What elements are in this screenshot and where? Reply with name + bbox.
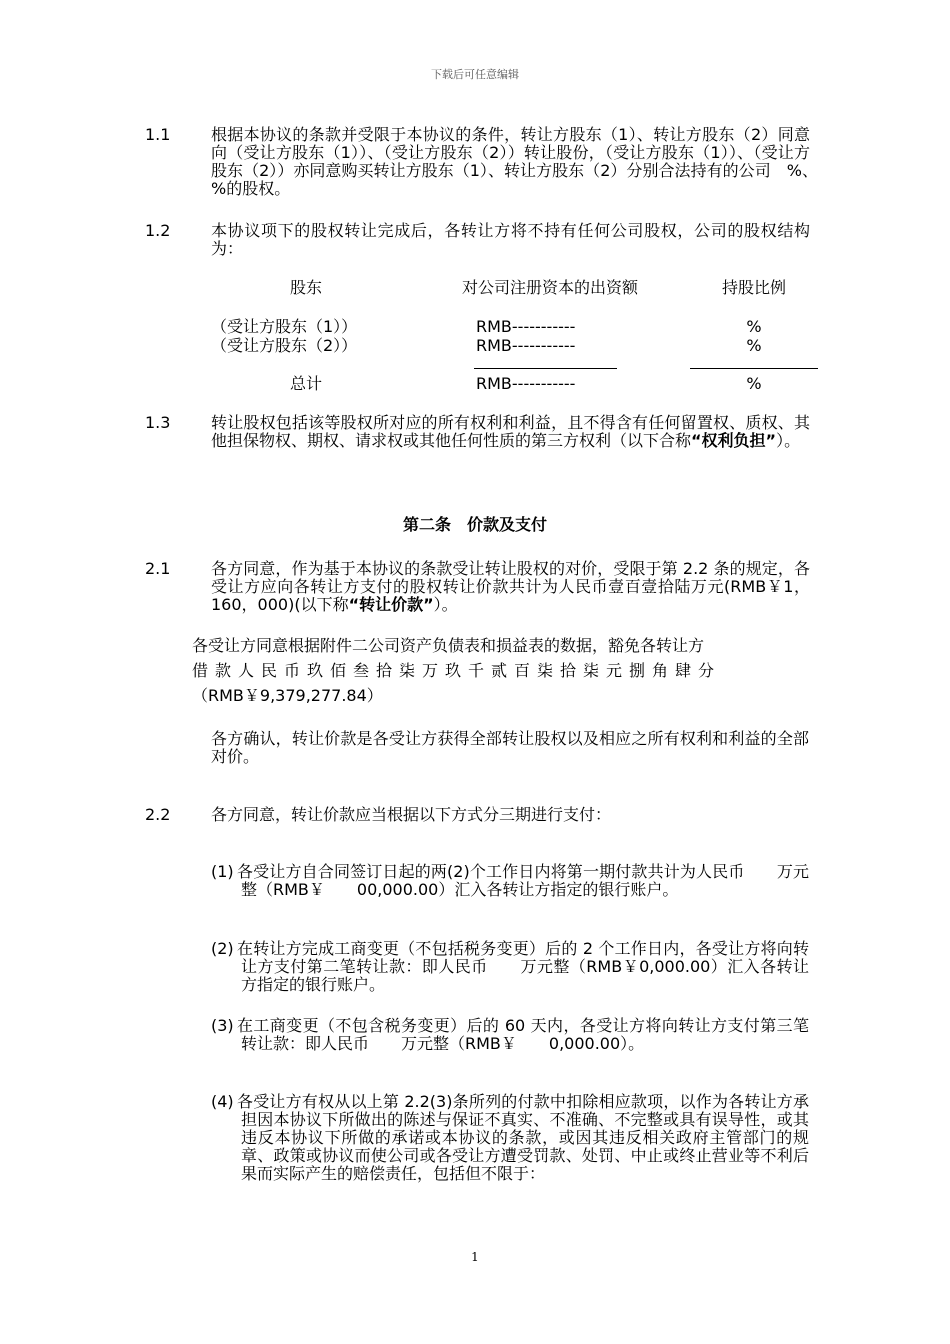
shareholder-name: （受让方股东（1）） xyxy=(211,317,358,336)
payment-item xyxy=(211,1093,809,1183)
item-text: 在转让方完成工商变更（不包括税务变更）后的 2 个工作日内，各受让方将向转让方支付第二笔转让款：即人民币 万元整（RMB￥0,000.00）汇入各转让方指定的银行账户。 xyxy=(237,939,809,994)
clause-text: 各方同意，转让价款应当根据以下方式分三期进行支付： xyxy=(211,805,612,824)
payment-item xyxy=(211,1017,809,1053)
clause-2-2 xyxy=(145,806,810,824)
capital-amount: RMB----------- xyxy=(476,336,576,355)
table-divider xyxy=(474,368,617,369)
clause-number: 2.1 xyxy=(145,559,171,578)
item-text: 各受让方有权从以上第 2.2(3)条所列的付款中扣除相应款项，以作为各转让方承担因本协议下所做出的陈述与保证不真实、不准确、不完整或具有误导性，或其违反本协议下所做的承诺或本协议的条款，或因其违反相关政府主管部门的规章、政策或协议而使公司或各受让方遭受罚款、处罚、中止或终止营业等不利后果而实际产生的赔偿责任，包括但不限于： xyxy=(237,1092,809,1183)
waiver-line-1: 各受让方同意根据附件二公司资产负债表和损益表的数据，豁免各转让方 xyxy=(192,636,705,655)
header-ratio: 持股比例 xyxy=(721,278,786,297)
clause-text: 根据本协议的条款并受限于本协议的条件，转让方股东（1）、转让方股东（2）同意向（受让方股东（1））、（受让方股东（2））转让股份，（受让方股东（1））、（受让方股东（2））亦同意购买转让方股东（1）、转让方股东（2）分别合法持有的公司 %、 %的股权。 xyxy=(211,125,827,198)
total-label: 总计 xyxy=(289,374,322,393)
clause-number: 2.2 xyxy=(145,805,171,824)
payment-item xyxy=(211,940,809,994)
clause-text-part: 转让股权包括该等股权所对应的所有权利和利益，且不得含有任何留置权、质权、其他担保物权、期权、请求权或其他任何性质的第三方权利（以下合称 xyxy=(211,413,810,450)
article-title: 第二条 价款及支付 xyxy=(402,515,547,534)
item-label: (3) xyxy=(211,1016,234,1035)
confirmation-paragraph: 各方确认，转让价款是各受让方获得全部转让股权以及相应之所有权利和利益的全部对价。 xyxy=(211,729,809,766)
total-amount: RMB----------- xyxy=(476,374,576,393)
clause-text xyxy=(211,414,810,450)
capital-amount: RMB----------- xyxy=(476,317,576,336)
shareholder-name: （受让方股东（2）） xyxy=(211,336,358,355)
holding-ratio: % xyxy=(746,336,762,355)
clause-1-2 xyxy=(145,222,810,258)
header-capital: 对公司注册资本的出资额 xyxy=(461,278,638,297)
page-number: 1 xyxy=(471,1250,479,1264)
item-label: (4) xyxy=(211,1092,234,1111)
table-divider xyxy=(690,368,818,369)
total-ratio: % xyxy=(746,374,762,393)
payment-item xyxy=(211,863,809,899)
defined-term: “权利负担” xyxy=(691,431,777,450)
header-shareholder: 股东 xyxy=(289,278,322,297)
clause-number: 1.3 xyxy=(145,413,171,432)
clause-number: 1.2 xyxy=(145,221,171,240)
clause-2-1 xyxy=(145,560,810,614)
clause-1-3 xyxy=(145,414,810,450)
waiver-line-2: 借款人民币玖佰叁拾柒万玖千贰百柒拾柒元捌角肆分 xyxy=(192,661,722,680)
clause-text-part: ）。 xyxy=(433,595,458,614)
item-text: 在工商变更（不包含税务变更）后的 60 天内，各受让方将向转让方支付第三笔转让款：即人民币 万元整（RMB￥ 0,000.00）。 xyxy=(237,1016,809,1053)
clause-number: 1.1 xyxy=(145,125,171,144)
clause-1-1 xyxy=(145,125,827,198)
item-label: (2) xyxy=(211,939,234,958)
clause-text xyxy=(211,560,810,614)
item-text: 各受让方自合同签订日起的两(2)个工作日内将第一期付款共计为人民币 万元整（RMB￥ 00,000.00）汇入各转让方指定的银行账户。 xyxy=(237,862,809,899)
item-label: (1) xyxy=(211,862,234,881)
page-header: 下载后可任意编辑 xyxy=(431,68,519,81)
waiver-line-3: （RMB￥9,379,277.84） xyxy=(192,686,383,705)
defined-term: “转让价款” xyxy=(348,595,434,614)
clause-text-part: 各方同意，作为基于本协议的条款受让转让股权的对价，受限于第 2.2 条的规定，各受让方应向各转让方支付的股权转让价款共计为人民币壹百壹拾陆万元(RMB￥1，160，000)(以下称 xyxy=(211,559,810,614)
clause-text-part: ）。 xyxy=(776,431,801,450)
holding-ratio: % xyxy=(746,317,762,336)
clause-text: 本协议项下的股权转让完成后，各转让方将不持有任何公司股权，公司的股权结构为： xyxy=(211,221,810,258)
